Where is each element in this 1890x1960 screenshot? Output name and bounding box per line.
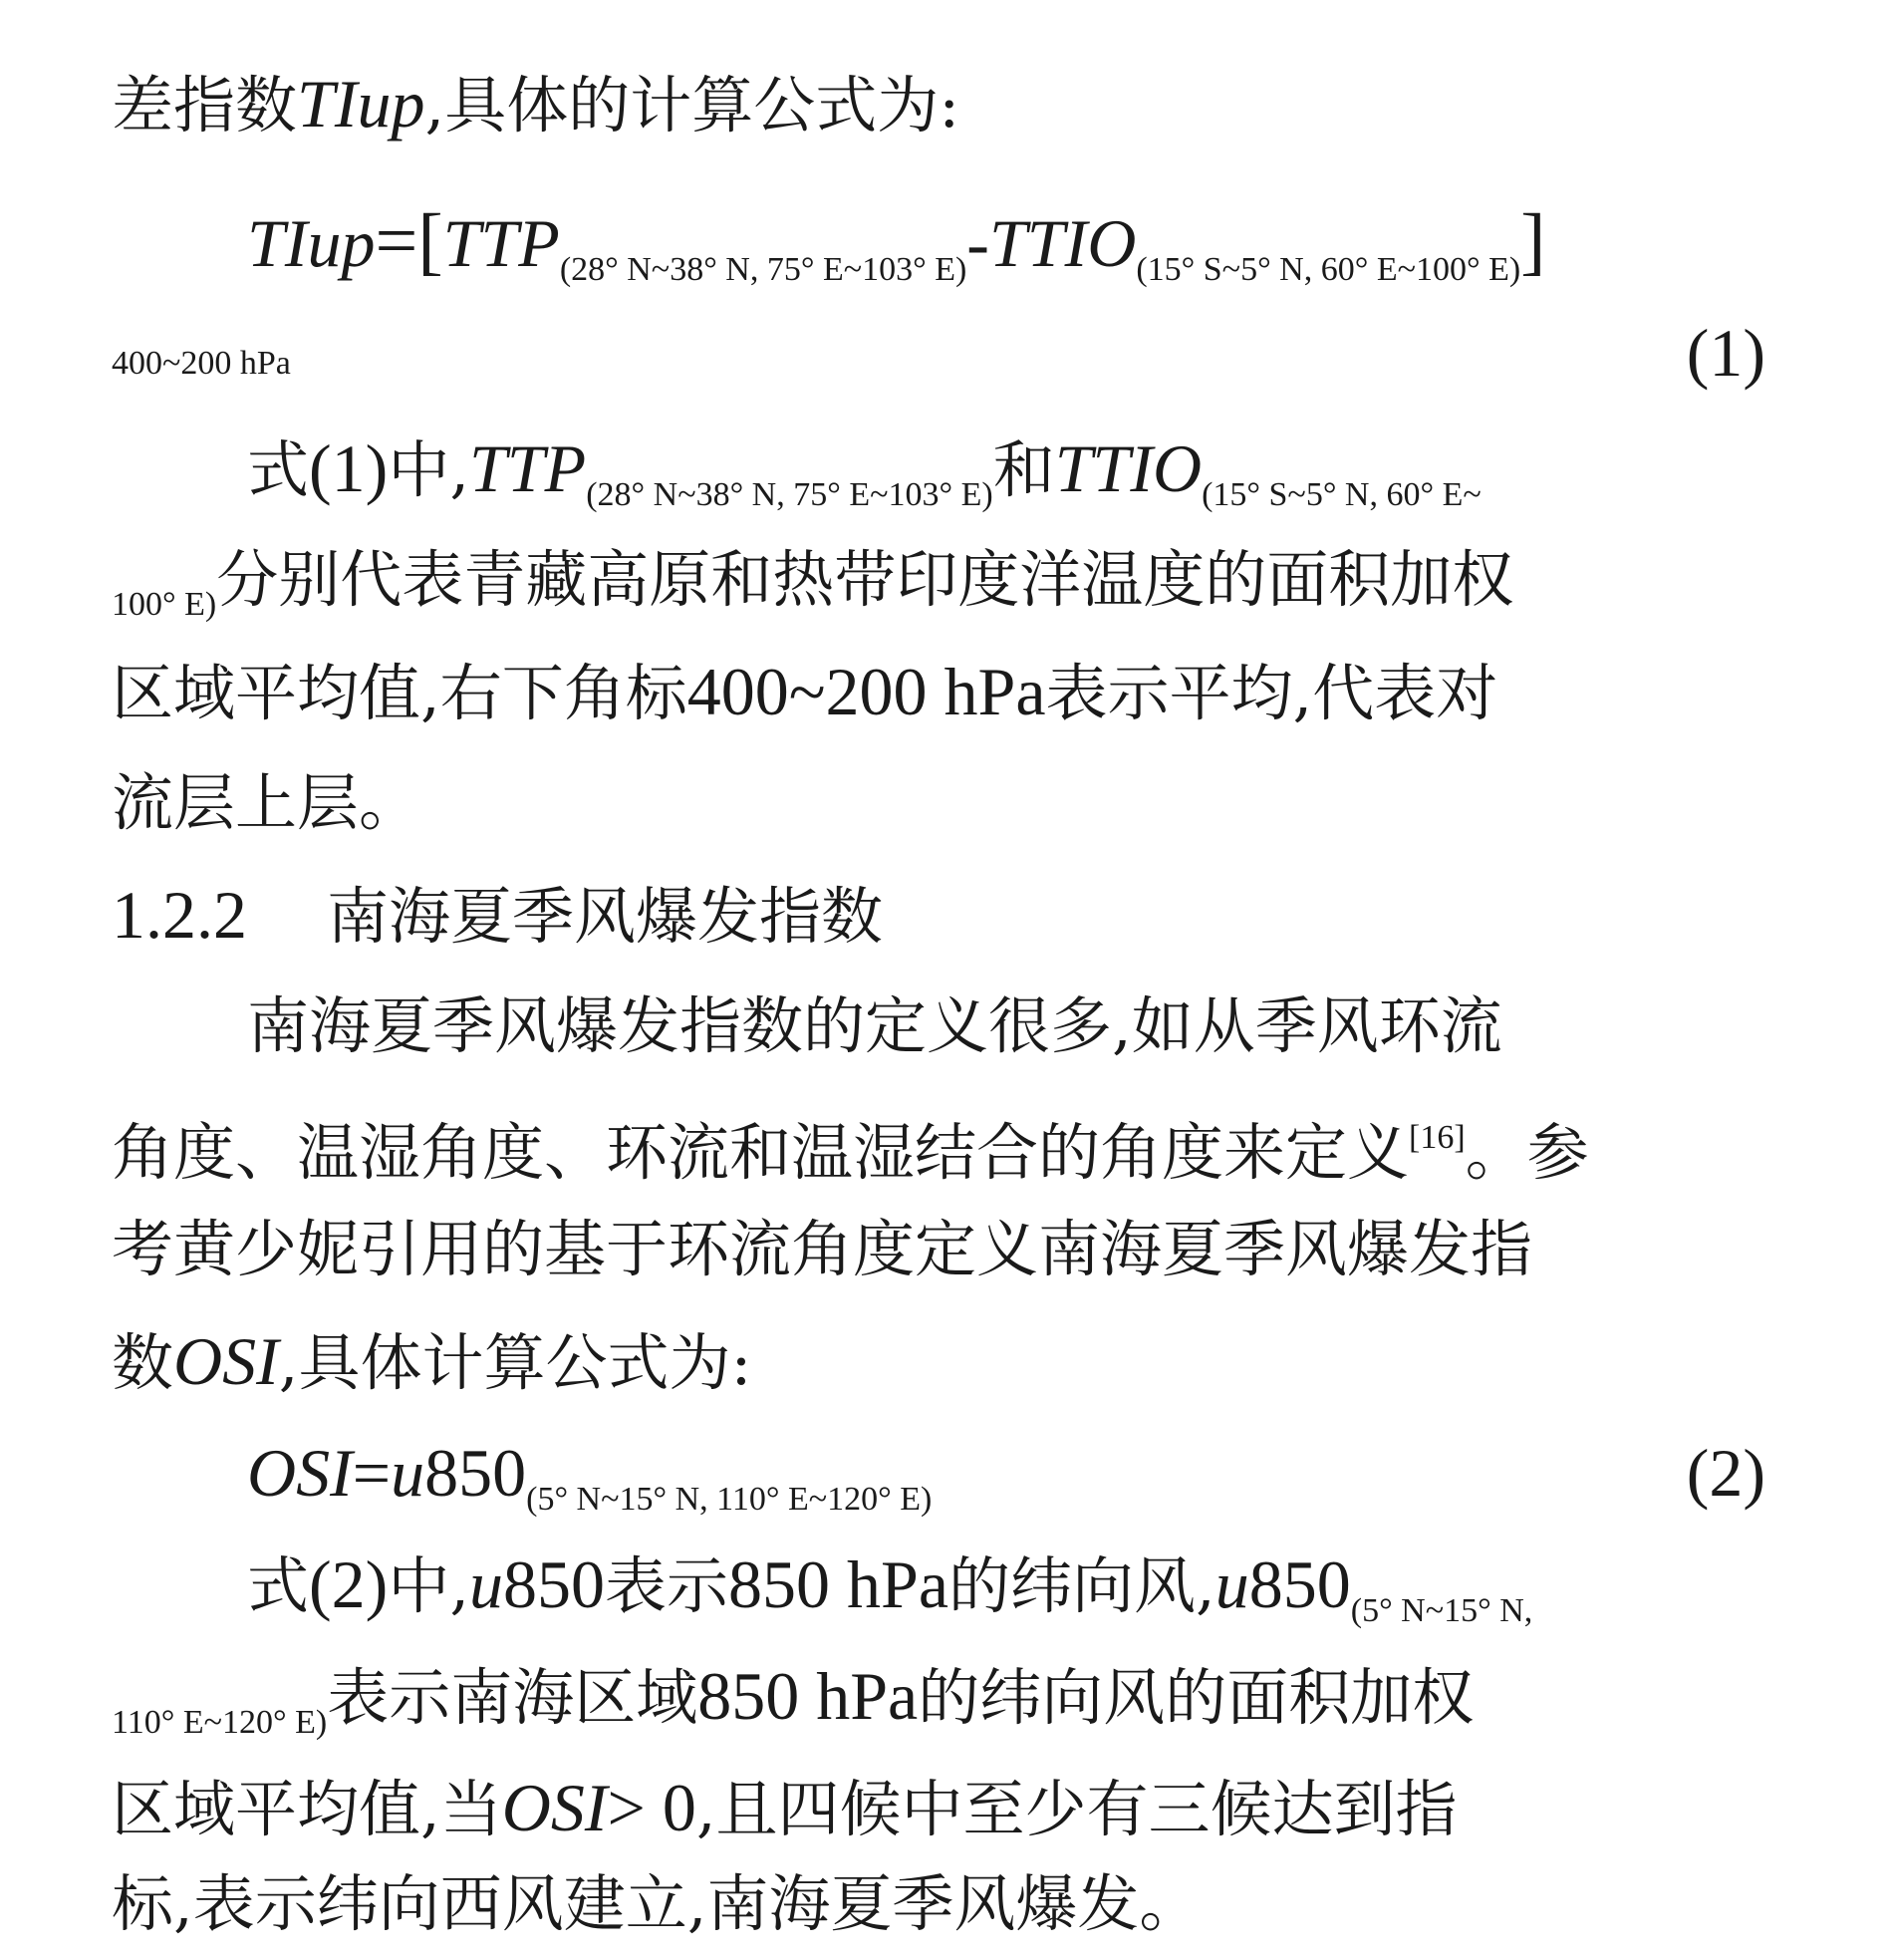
equation-variable: TTP bbox=[469, 430, 587, 506]
equation-number-value: 850 bbox=[424, 1435, 527, 1511]
text-line bbox=[112, 1305, 1825, 1417]
text-span: 分别代表青藏高原和热带印度洋温度的面积加权 bbox=[216, 543, 1514, 616]
equation-variable: TTIO bbox=[1054, 430, 1203, 506]
text-span: 的纬向风的面积加权 bbox=[918, 1661, 1475, 1734]
equation-number: (2) bbox=[1686, 1435, 1765, 1511]
text-span: 表示平均,代表对 bbox=[1045, 657, 1498, 729]
text-line bbox=[112, 1194, 1825, 1305]
section-heading bbox=[112, 859, 1825, 971]
text-span: 和 bbox=[992, 433, 1055, 506]
equation-subscript: (15° S~5° N, 60° E~100° E) bbox=[1136, 251, 1521, 288]
equation-variable: u bbox=[391, 1435, 425, 1511]
equation-subscript: 400~200 hPa bbox=[112, 345, 291, 382]
text-line bbox=[112, 1752, 1825, 1863]
text-span: 400~200 hPa bbox=[686, 654, 1046, 729]
text-span: (1) bbox=[309, 430, 389, 506]
text-line bbox=[112, 1848, 1825, 1960]
text-span: 中, bbox=[388, 1549, 470, 1622]
text-line bbox=[247, 413, 1825, 524]
equation-subscript: (28° N~38° N, 75° E~103° E) bbox=[559, 251, 967, 288]
equation-1 bbox=[247, 185, 1825, 297]
section-number: 1.2.2 bbox=[112, 877, 247, 953]
equation-subscript: 100° E) bbox=[112, 586, 217, 623]
text-span: 区域平均值,右下角标 bbox=[112, 657, 687, 729]
equation-variable: u bbox=[1215, 1546, 1249, 1622]
equation-subscript: 110° E~120° E) bbox=[112, 1704, 328, 1741]
text-line bbox=[112, 747, 1825, 859]
text-span: ,具体计算公式为: bbox=[278, 1326, 752, 1399]
text-span: 表示南海区域 bbox=[327, 1661, 698, 1734]
text-span: 850 bbox=[503, 1546, 606, 1622]
text-span: 区域平均值,当 bbox=[112, 1773, 502, 1845]
text-span: 数 bbox=[112, 1326, 174, 1399]
text-span: 角度、温湿角度、环流和温湿结合的角度来定义 bbox=[112, 1116, 1410, 1189]
text-span: (2) bbox=[309, 1546, 389, 1622]
equation-variable: u bbox=[469, 1546, 504, 1622]
equation-variable: OSI bbox=[247, 1435, 353, 1511]
equation-1-continuation bbox=[112, 297, 1825, 409]
text-line bbox=[112, 1082, 1825, 1194]
text-span: 流层上层。 bbox=[112, 766, 421, 839]
variable-osi: OSI bbox=[173, 1323, 279, 1399]
text-span: 式 bbox=[247, 433, 310, 506]
text-line bbox=[247, 1529, 1825, 1640]
text-line bbox=[112, 48, 1825, 159]
text-line bbox=[112, 524, 1825, 636]
text-span: 南海夏季风爆发指数的定义很多,如从季风环流 bbox=[247, 989, 1502, 1062]
text-span: > 0 bbox=[607, 1770, 696, 1845]
text-line bbox=[112, 636, 1825, 747]
text-span: 差指数 bbox=[112, 69, 298, 141]
equation-2 bbox=[247, 1417, 1825, 1529]
text-span: ,且四候中至少有三候达到指 bbox=[695, 1773, 1458, 1845]
equation-operator: = bbox=[352, 1435, 392, 1511]
text-span: 中, bbox=[388, 433, 470, 506]
equation-subscript: (5° N~15° N, 110° E~120° E) bbox=[526, 1481, 933, 1518]
equation-variable: TIup bbox=[247, 205, 376, 281]
text-span: 式 bbox=[247, 1549, 310, 1622]
text-span: 的纬向风, bbox=[948, 1549, 1215, 1622]
text-span: 850 hPa bbox=[697, 1658, 919, 1734]
variable-tiup: TIup bbox=[297, 66, 425, 141]
equation-subscript: (5° N~15° N, bbox=[1350, 1592, 1533, 1629]
text-line bbox=[112, 1640, 1825, 1752]
equation-subscript: (28° N~38° N, 75° E~103° E) bbox=[586, 476, 993, 513]
equation-variable: TTP bbox=[442, 205, 560, 281]
text-span: ,具体的计算公式为: bbox=[424, 69, 960, 141]
text-span: 考黄少妮引用的基于环流角度定义南海夏季风爆发指 bbox=[112, 1213, 1533, 1285]
text-line bbox=[247, 971, 1825, 1082]
equation-operator: - bbox=[966, 205, 989, 281]
equation-number: (1) bbox=[1686, 315, 1765, 391]
equation-operator: =[ bbox=[375, 199, 443, 283]
text-span: 标,表示纬向西风建立,南海夏季风爆发。 bbox=[112, 1867, 1202, 1940]
citation-reference: [16] bbox=[1409, 1119, 1466, 1156]
equation-operator: ] bbox=[1520, 199, 1546, 283]
equation-subscript: (15° S~5° N, 60° E~ bbox=[1202, 476, 1482, 513]
text-span: 850 bbox=[1248, 1546, 1351, 1622]
equation-variable: TTIO bbox=[988, 205, 1137, 281]
text-span: 850 hPa bbox=[728, 1546, 949, 1622]
section-title: 南海夏季风爆发指数 bbox=[327, 880, 884, 953]
text-span: 表示 bbox=[605, 1549, 729, 1622]
variable-osi: OSI bbox=[501, 1770, 608, 1845]
text-span: 。参 bbox=[1465, 1116, 1589, 1189]
